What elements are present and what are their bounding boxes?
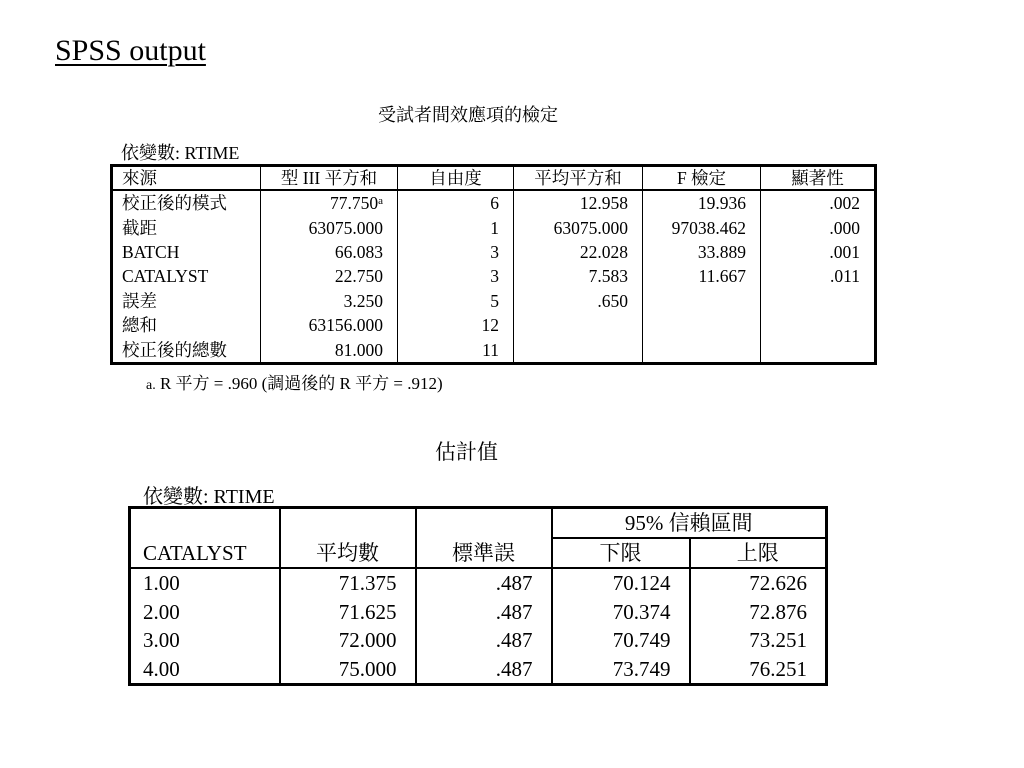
tests-of-between-subjects-effects-table	[110, 164, 877, 365]
lower-cell: 73.749	[552, 655, 690, 685]
table2-dependent-label: 依變數: RTIME	[143, 486, 275, 508]
upper-cell: 73.251	[690, 626, 827, 655]
ss-cell: 3.250	[261, 289, 398, 313]
ms-cell	[514, 337, 643, 363]
df-cell: 3	[398, 264, 514, 288]
table-row	[112, 264, 876, 288]
ss-cell: 81.000	[261, 337, 398, 363]
catalyst-cell: 3.00	[143, 628, 180, 653]
mean-cell: 71.625	[280, 598, 416, 627]
df-cell: 12	[398, 313, 514, 337]
mean-cell: 71.375	[280, 568, 416, 598]
table1-header-sig: 顯著性	[761, 166, 876, 191]
df-cell: 11	[398, 337, 514, 363]
slide-title: SPSS output	[55, 34, 206, 67]
table-row	[130, 626, 827, 655]
f-cell	[643, 313, 761, 337]
table1-header-df: 自由度	[398, 166, 514, 191]
table-row	[112, 289, 876, 313]
catalyst-cell: 1.00	[143, 571, 180, 596]
ms-cell: 12.958	[514, 190, 643, 215]
table1-header-row	[112, 166, 876, 191]
ss-cell	[261, 190, 398, 215]
ms-cell: 22.028	[514, 240, 643, 264]
f-cell	[643, 337, 761, 363]
source-cell: BATCH	[122, 241, 180, 262]
df-cell: 5	[398, 289, 514, 313]
table-row	[112, 337, 876, 363]
se-cell: .487	[416, 655, 552, 685]
table1-header-type3-ss: 型 III 平方和	[261, 166, 398, 191]
table2-header-mean: 平均數	[280, 508, 416, 569]
ms-cell: .650	[514, 289, 643, 313]
df-cell: 3	[398, 240, 514, 264]
table-row	[130, 655, 827, 685]
sig-cell	[761, 337, 876, 363]
f-cell: 97038.462	[643, 215, 761, 239]
lower-cell: 70.124	[552, 568, 690, 598]
catalyst-cell: 4.00	[143, 656, 180, 681]
ss-cell: 66.083	[261, 240, 398, 264]
source-cell: 誤差	[122, 290, 157, 311]
sig-cell	[761, 289, 876, 313]
source-cell: 總和	[122, 315, 157, 336]
source-cell: 校正後的模式	[122, 193, 227, 214]
f-cell	[643, 289, 761, 313]
sig-cell: .001	[761, 240, 876, 264]
table-row	[130, 568, 827, 598]
df-cell: 6	[398, 190, 514, 215]
ms-cell	[514, 313, 643, 337]
se-cell: .487	[416, 598, 552, 627]
lower-cell: 70.374	[552, 598, 690, 627]
ss-cell: 22.750	[261, 264, 398, 288]
sig-cell: .002	[761, 190, 876, 215]
table1-footnote	[146, 369, 443, 394]
table-row	[130, 598, 827, 627]
upper-cell: 72.876	[690, 598, 827, 627]
ms-cell: 63075.000	[514, 215, 643, 239]
df-cell: 1	[398, 215, 514, 239]
source-cell: CATALYST	[122, 266, 209, 287]
upper-cell: 76.251	[690, 655, 827, 685]
table2-header-catalyst: CATALYST	[130, 508, 280, 569]
footnote-text: R 平方 = .960 (調過後的 R 平方 = .912)	[159, 374, 443, 393]
f-cell: 33.889	[643, 240, 761, 264]
ss-value: 77.750	[329, 193, 379, 214]
se-cell: .487	[416, 626, 552, 655]
table-row	[112, 240, 876, 264]
ss-cell: 63075.000	[261, 215, 398, 239]
table2-header-lower: 下限	[552, 538, 690, 568]
f-cell: 11.667	[643, 264, 761, 288]
catalyst-cell: 2.00	[143, 599, 180, 624]
table2-header-std-error: 標準誤	[416, 508, 552, 569]
source-cell: 校正後的總數	[122, 339, 227, 360]
table1-dependent-label: 依變數: RTIME	[121, 143, 240, 163]
source-cell: 截距	[122, 217, 157, 238]
table-row	[112, 313, 876, 337]
se-cell: .487	[416, 568, 552, 598]
table2-group-header-row	[130, 508, 827, 539]
table2-header-ci: 95% 信賴區間	[552, 508, 827, 539]
sig-cell: .000	[761, 215, 876, 239]
table2-title: 估計值	[435, 440, 498, 464]
table2-header-upper: 上限	[690, 538, 827, 568]
lower-cell: 70.749	[552, 626, 690, 655]
mean-cell: 72.000	[280, 626, 416, 655]
footnote-marker: a.	[146, 378, 156, 393]
table-row	[112, 190, 876, 215]
table-row	[112, 215, 876, 239]
table1-header-source: 來源	[112, 166, 261, 191]
table1-header-f: F 檢定	[643, 166, 761, 191]
table1-header-mean-square: 平均平方和	[514, 166, 643, 191]
table1-title: 受試者間效應項的檢定	[378, 105, 558, 126]
mean-cell: 75.000	[280, 655, 416, 685]
upper-cell: 72.626	[690, 568, 827, 598]
footnote-mark: a	[378, 195, 383, 208]
f-cell: 19.936	[643, 190, 761, 215]
sig-cell: .011	[761, 264, 876, 288]
sig-cell	[761, 313, 876, 337]
ms-cell: 7.583	[514, 264, 643, 288]
estimates-table	[128, 506, 828, 686]
ss-cell: 63156.000	[261, 313, 398, 337]
